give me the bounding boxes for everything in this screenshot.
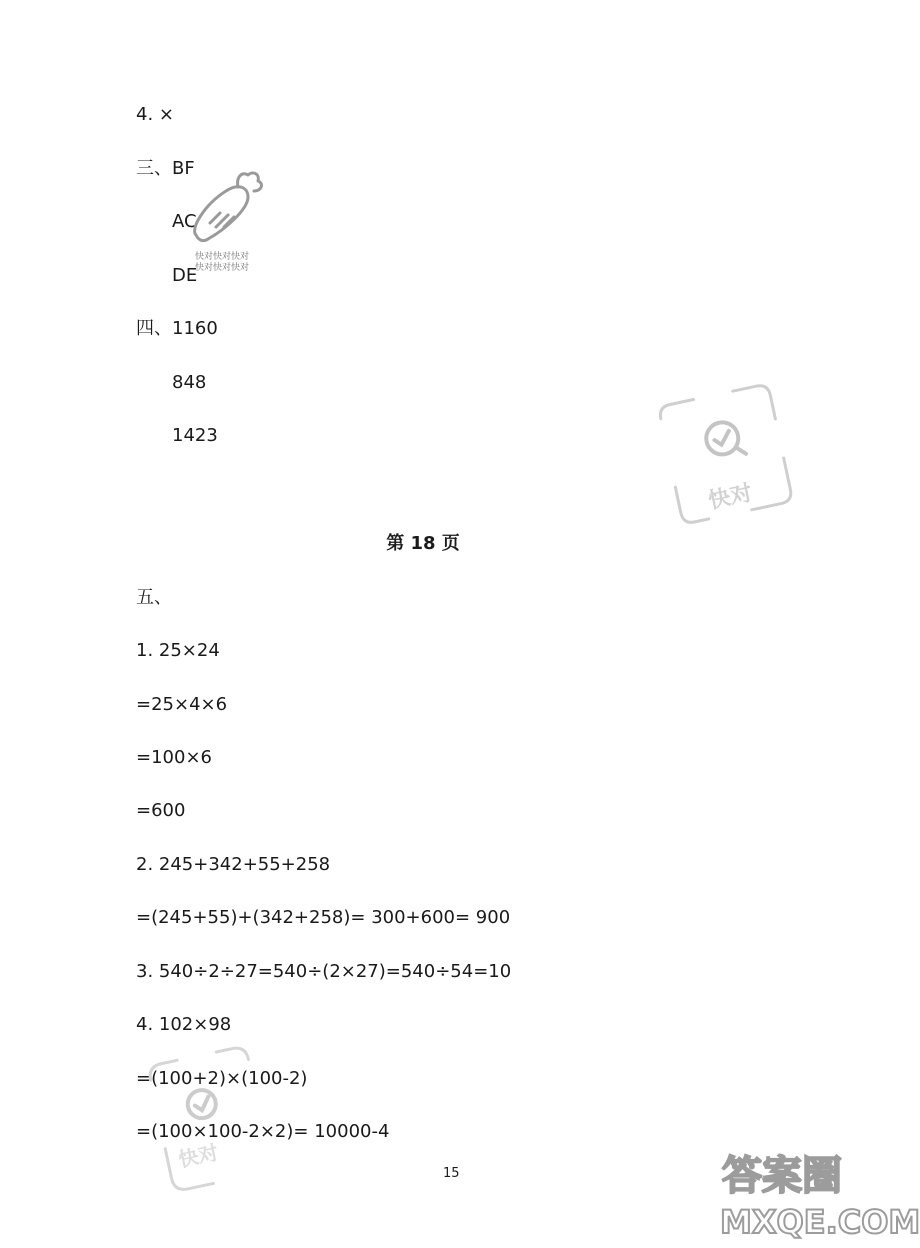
answer-line: 848 — [172, 372, 207, 393]
site-logo-watermark: 答案圈 — [722, 1153, 842, 1199]
answer-line: 4. 102×98 — [136, 1014, 232, 1035]
answer-line: =(100+2)×(100-2) — [136, 1068, 308, 1089]
stamp-watermark-icon-bottom — [128, 1020, 278, 1200]
answer-line: 四、1160 — [136, 318, 218, 339]
stamp-watermark-icon — [636, 366, 816, 546]
answer-line: 1. 25×24 — [136, 640, 220, 661]
answer-line: 2. 245+342+55+258 — [136, 854, 331, 875]
carrot-watermark-icon — [186, 165, 266, 249]
answer-line: 五、 — [136, 587, 172, 608]
page-number: 15 — [443, 1166, 460, 1181]
answer-line: 4. × — [136, 104, 174, 125]
answer-line: AC — [172, 211, 197, 232]
answer-line: =600 — [136, 800, 186, 821]
section-heading: 第 18 页 — [386, 533, 460, 554]
site-url-watermark: MXQE.COM — [720, 1203, 920, 1241]
answer-line: 三、BF — [136, 158, 195, 179]
answer-line: 3. 540÷2÷27=540÷(2×27)=540÷54=10 — [136, 961, 512, 982]
answer-line: DE — [172, 265, 198, 286]
answer-line: =(245+55)+(342+258)= 300+600= 900 — [136, 907, 511, 928]
watermark-text: 快对快对快对 — [195, 263, 250, 273]
answer-line: =(100×100-2×2)= 10000-4 — [136, 1121, 390, 1142]
stamp-watermark-text-bottom: 快对 — [176, 1140, 221, 1172]
answer-line: 1423 — [172, 425, 218, 446]
answer-line: =25×4×6 — [136, 694, 228, 715]
answer-line: =100×6 — [136, 747, 212, 768]
stamp-watermark-text: 快对 — [706, 480, 755, 515]
watermark-text: 快对快对快对 — [195, 252, 250, 262]
